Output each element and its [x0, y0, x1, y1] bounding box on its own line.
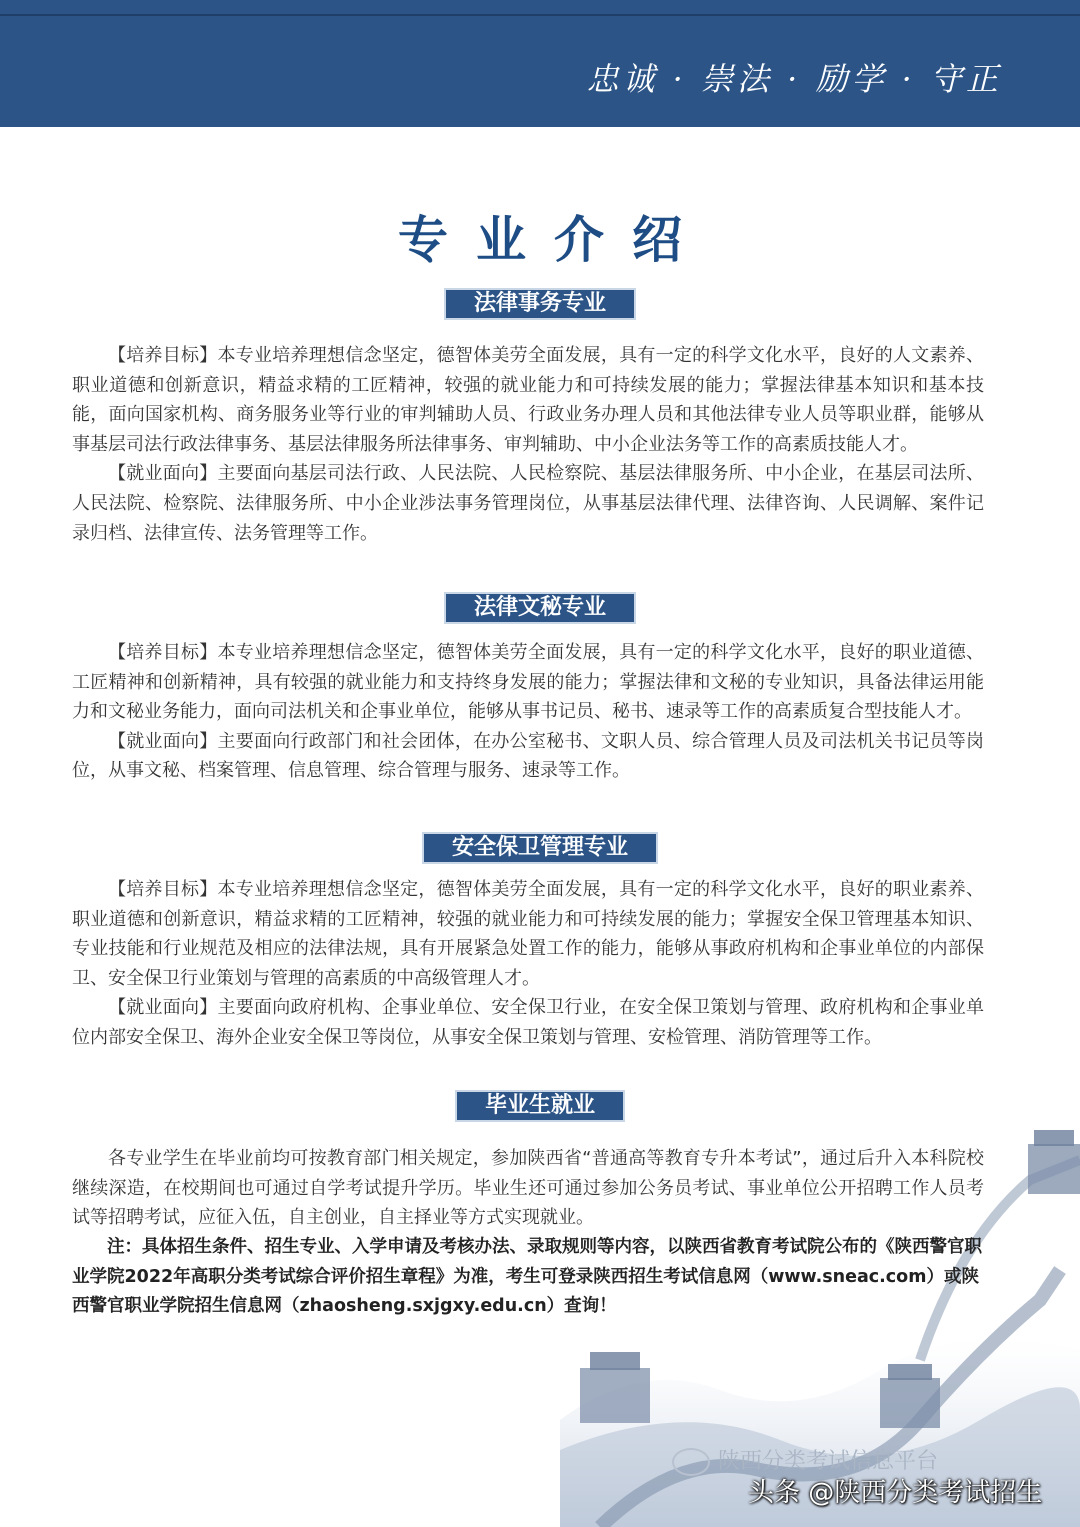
section-body-security [72, 875, 984, 1053]
section-body-law-affairs [72, 341, 984, 548]
section-heading-legal-secretary [0, 592, 1080, 624]
note-text: 注：具体招生条件、招生专业、入学申请及考核办法、录取规则等内容，以陕西省教育考试院公布的《陕西警官职业学院2022年高职分类考试综合评价招生章程》为准，考生可登录陕西招生考试信息网（www.sneac.com）或陕西警官职业学院招生信息网（zhaosheng.sxjgxy.edu.cn）查询！ [72, 1237, 982, 1317]
section-heading-label: 毕业生就业 [455, 1090, 625, 1122]
training-goal-paragraph: 【培养目标】本专业培养理想信念坚定，德智体美劳全面发展，具有一定的科学文化水平，良好的职业素养、职业道德和创新意识，精益求精的工匠精神，较强的就业能力和可持续发展的能力；掌握安全保卫管理基本知识、专业技能和行业规范及相应的法律法规，具有开展紧急处置工作的能力，能够从事政府机构和企事业单位的内部保卫、安全保卫行业策划与管理的高素质的中高级管理人才。 [72, 879, 984, 989]
section-heading-graduate-employment [0, 1090, 1080, 1122]
section-heading-label: 法律事务专业 [444, 288, 636, 320]
watermark-text: 陕西分类考试信息平台 [718, 1449, 939, 1474]
motto: 忠诚 · 崇法 · 励学 · 守正 [586, 60, 1002, 98]
section-body-legal-secretary [72, 638, 984, 786]
employment-paragraph: 【就业面向】主要面向基层司法行政、人民法院、人民检察院、基层法律服务所、中小企业，在基层司法所、人民法院、检察院、法律服务所、中小企业涉法事务管理岗位，从事基层法律代理、法律咨询、人民调解、案件记录归档、法律宣传、法务管理等工作。 [72, 463, 984, 544]
graduate-paragraph: 各专业学生在毕业前均可按教育部门相关规定，参加陕西省“普通高等教育专升本考试”，通过后升入本科院校继续深造，在校期间也可通过自学考试提升学历。毕业生还可通过参加公务员考试、事业单位公开招聘工作人员考试等招聘考试，应征入伍，自主创业，自主择业等方式实现就业。 [72, 1148, 984, 1229]
source-attribution: 头条 @陕西分类考试招生 [748, 1478, 1043, 1508]
section-heading-label: 安全保卫管理专业 [422, 832, 658, 864]
training-goal-paragraph: 【培养目标】本专业培养理想信念坚定，德智体美劳全面发展，具有一定的科学文化水平，良好的人文素养、职业道德和创新意识，精益求精的工匠精神，较强的就业能力和可持续发展的能力；掌握法律基本知识和基本技能，面向国家机构、商务服务业等行业的审判辅助人员、行政业务办理人员和其他法律专业人员等职业群，能够从事基层司法行政法律事务、基层法律服务所法律事务、审判辅助、中小企业法务等工作的高素质技能人才。 [72, 345, 984, 455]
employment-paragraph: 【就业面向】主要面向行政部门和社会团体，在办公室秘书、文职人员、综合管理人员及司法机关书记员等岗位，从事文秘、档案管理、信息管理、综合管理与服务、速录等工作。 [72, 730, 984, 782]
header-banner [0, 0, 1080, 127]
wechat-icon [672, 1448, 710, 1476]
page-title: 专业介绍 [398, 211, 710, 269]
employment-paragraph: 【就业面向】主要面向政府机构、企事业单位、安全保卫行业，在安全保卫策划与管理、政府机构和企事业单位内部安全保卫、海外企业安全保卫等岗位，从事安全保卫策划与管理、安检管理、消防管理等工作。 [72, 997, 984, 1048]
header-rule [0, 14, 1080, 16]
section-heading-security [0, 832, 1080, 864]
training-goal-paragraph: 【培养目标】本专业培养理想信念坚定，德智体美劳全面发展，具有一定的科学文化水平，良好的职业道德、工匠精神和创新精神，具有较强的就业能力和支持终身发展的能力；掌握法律和文秘的专业知识，具备法律运用能力和文秘业务能力，面向司法机关和企事业单位，能够从事书记员、秘书、速录等工作的高素质复合型技能人才。 [72, 642, 984, 723]
section-heading-label: 法律文秘专业 [444, 592, 636, 624]
section-body-graduate-employment [72, 1144, 984, 1233]
section-heading-law-affairs [0, 288, 1080, 320]
admission-note [72, 1233, 984, 1322]
